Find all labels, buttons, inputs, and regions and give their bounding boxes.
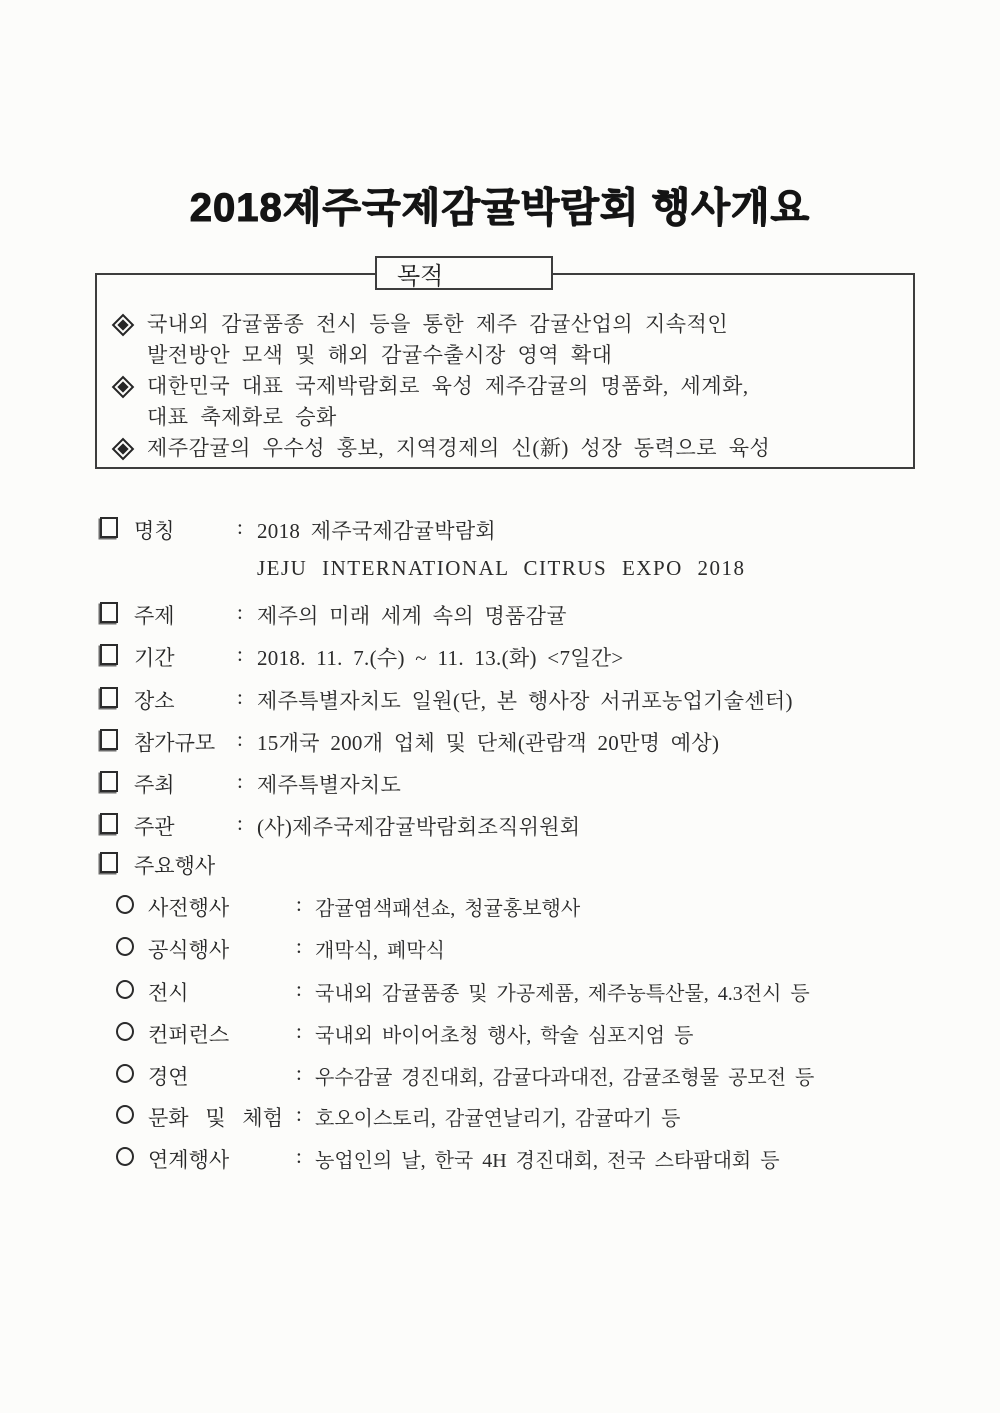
square-bullet-icon (100, 517, 118, 538)
row-label: 주제 (134, 604, 175, 628)
square-bullet-icon (100, 729, 118, 750)
row-colon: : (296, 1102, 302, 1126)
row-value: 개막식, 폐막식 (315, 940, 445, 962)
purpose-item (111, 371, 903, 433)
row-label: 장소 (134, 689, 175, 713)
row-colon: : (237, 727, 243, 751)
row-label: 전시 (148, 981, 189, 1005)
english-subtitle: JEJU INTERNATIONAL CITRUS EXPO 2018 (257, 556, 746, 580)
row-value: 2018. 11. 7.(수) ~ 11. 13.(화) <7일간> (257, 646, 624, 670)
row-colon: : (296, 1061, 302, 1085)
row-colon: : (296, 977, 302, 1001)
row-colon: : (296, 1019, 302, 1043)
purpose-item-line: 대표 축제화로 승화 (147, 405, 337, 429)
purpose-item-line: 대한민국 대표 국제박람회로 육성 제주감귤의 명품화, 세계화, (147, 374, 749, 398)
purpose-item-line: 국내외 감귤품종 전시 등을 통한 제주 감귤산업의 지속적인 (147, 312, 729, 336)
diamond-bullet-icon (112, 314, 135, 337)
square-bullet-icon (100, 644, 118, 665)
circle-bullet-icon (116, 1105, 134, 1124)
sub-event-row (0, 977, 1000, 1007)
circle-bullet-icon (116, 1147, 134, 1166)
page-title: 2018제주국제감귤박람회 행사개요 (189, 186, 811, 230)
circle-bullet-icon (116, 895, 134, 914)
row-label: 주최 (134, 773, 175, 797)
overview-row (0, 850, 1000, 880)
overview-row (0, 600, 1000, 630)
row-value: 제주특별자치도 일원(단, 본 행사장 서귀포농업기술센터) (257, 689, 793, 713)
row-value: (사)제주국제감귤박람회조직위원회 (257, 815, 581, 839)
row-label: 기간 (134, 646, 175, 670)
sub-event-row (0, 1019, 1000, 1049)
circle-bullet-icon (116, 980, 134, 999)
diamond-bullet-icon (112, 376, 135, 399)
row-colon: : (296, 892, 302, 916)
purpose-item (111, 433, 903, 464)
row-label: 컨퍼런스 (148, 1023, 230, 1047)
overview-row (0, 727, 1000, 757)
circle-bullet-icon (116, 937, 134, 956)
row-colon: : (237, 642, 243, 666)
sub-event-row (0, 1144, 1000, 1174)
sub-event-row (0, 1061, 1000, 1091)
row-label: 주관 (134, 815, 175, 839)
purpose-item (111, 309, 903, 371)
purpose-heading-label: 목적 (397, 263, 444, 290)
square-bullet-icon (100, 687, 118, 708)
row-value: 우수감귤 경진대회, 감귤다과대전, 감귤조형물 공모전 등 (315, 1067, 815, 1089)
purpose-list (111, 309, 903, 464)
purpose-heading (375, 256, 553, 290)
row-colon: : (237, 685, 243, 709)
row-label: 명칭 (134, 519, 175, 543)
overview-row (0, 685, 1000, 715)
overview-row (0, 811, 1000, 841)
sub-event-row (0, 934, 1000, 964)
circle-bullet-icon (116, 1022, 134, 1041)
circle-bullet-icon (116, 1064, 134, 1083)
row-colon: : (237, 811, 243, 835)
row-value: 2018 제주국제감귤박람회 (257, 519, 497, 543)
purpose-item-line: 제주감귤의 우수성 홍보, 지역경제의 신(新) 성장 동력으로 육성 (147, 436, 771, 460)
row-value: 농업인의 날, 한국 4H 경진대회, 전국 스타팜대회 등 (315, 1150, 780, 1172)
row-value: 국내외 감귤품종 및 가공제품, 제주농특산물, 4.3전시 등 (315, 983, 810, 1005)
square-bullet-icon (100, 771, 118, 792)
sub-event-row (0, 892, 1000, 922)
sub-event-row (0, 1102, 1000, 1132)
row-label: 문화 및 체험 (148, 1106, 283, 1130)
row-value: 제주특별자치도 (257, 773, 402, 797)
purpose-box (95, 263, 915, 469)
row-colon: : (296, 1144, 302, 1168)
row-label: 참가규모 (134, 731, 216, 755)
row-value: 15개국 200개 업체 및 단체(관람객 20만명 예상) (257, 731, 720, 755)
diamond-bullet-icon (112, 438, 135, 461)
square-bullet-icon (100, 852, 118, 873)
overview-row (0, 769, 1000, 799)
row-label: 연계행사 (148, 1148, 230, 1172)
row-value: 국내외 바이어초청 행사, 학술 심포지엄 등 (315, 1025, 694, 1047)
row-colon: : (237, 769, 243, 793)
square-bullet-icon (100, 602, 118, 623)
overview-row-english (0, 556, 1000, 586)
row-value: 호오이스토리, 감귤연날리기, 감귤따기 등 (315, 1108, 681, 1130)
row-colon: : (237, 515, 243, 539)
row-label: 공식행사 (148, 938, 230, 962)
overview-row (0, 642, 1000, 672)
row-value: 제주의 미래 세계 속의 명품감귤 (257, 604, 567, 628)
square-bullet-icon (100, 813, 118, 834)
purpose-item-line: 발전방안 모색 및 해외 감귤수출시장 영역 확대 (147, 343, 613, 367)
row-label: 사전행사 (148, 896, 230, 920)
row-colon: : (237, 600, 243, 624)
row-label: 주요행사 (134, 854, 216, 878)
row-label: 경연 (148, 1065, 189, 1089)
row-colon: : (296, 934, 302, 958)
overview-row (0, 515, 1000, 545)
row-value: 감귤염색패션쇼, 청귤홍보행사 (315, 898, 581, 920)
